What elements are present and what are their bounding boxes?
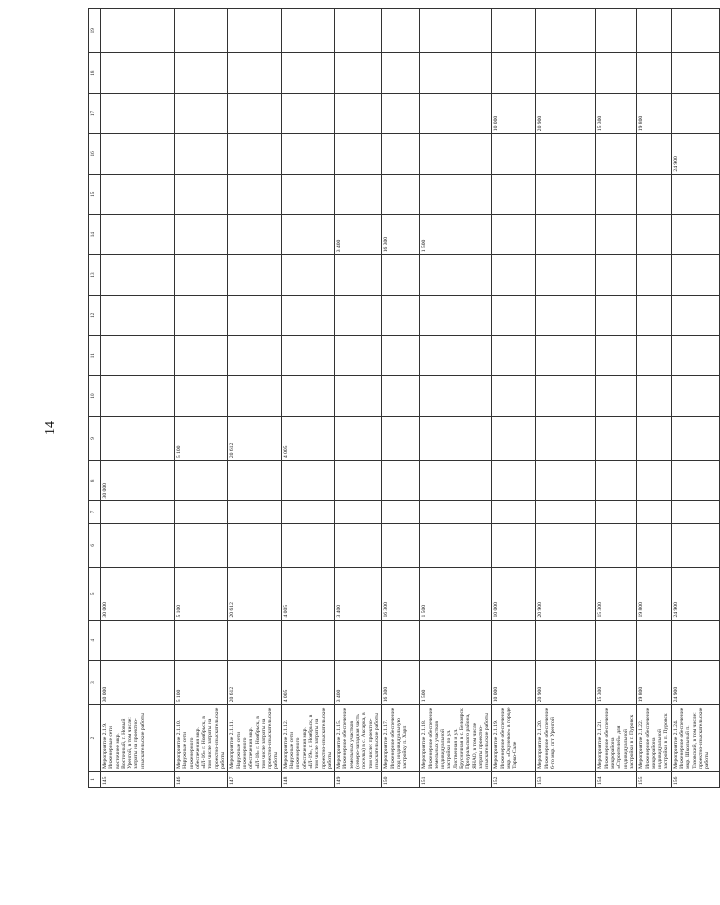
amount-cell — [228, 620, 281, 660]
amount-cell — [420, 376, 492, 416]
amount-cell: 15 300 — [596, 660, 637, 704]
amount-cell — [335, 134, 382, 174]
amount-cell — [101, 53, 175, 93]
amount-cell — [637, 620, 671, 660]
amount-cell: 15 300 — [596, 93, 637, 133]
header-cell: 14 — [89, 214, 101, 254]
amount-cell — [637, 376, 671, 416]
amount-cell: 20 612 — [228, 660, 281, 704]
amount-cell — [596, 336, 637, 376]
amount-cell — [637, 9, 671, 53]
amount-cell — [492, 620, 536, 660]
header-cell: 16 — [89, 134, 101, 174]
amount-cell: 24 900 — [671, 660, 719, 704]
amount-cell — [281, 93, 334, 133]
amount-cell — [536, 501, 596, 523]
amount-cell — [101, 93, 175, 133]
amount-cell — [420, 295, 492, 335]
amount-cell: 10 000 — [492, 568, 536, 620]
amount-cell — [281, 461, 334, 501]
header-cell: 1 — [89, 771, 101, 787]
amount-cell — [492, 376, 536, 416]
amount-cell — [101, 376, 175, 416]
header-cell: 3 — [89, 660, 101, 704]
amount-cell — [382, 295, 420, 335]
table-row — [281, 9, 334, 788]
amount-cell — [382, 336, 420, 376]
header-cell: 11 — [89, 336, 101, 376]
amount-cell — [101, 174, 175, 214]
activity-description-cell: Мероприятие 2.1.17. Инженерное обеспечение под индивидуальную застройку п. Харп — [382, 705, 420, 772]
table-row — [492, 9, 536, 788]
amount-cell — [536, 255, 596, 295]
row-number-cell: 149 — [335, 771, 382, 787]
activity-description-cell: Мероприятие 2.1.18. Инженерное обеспечение земельных участков индивидуальной застройки по ул. Лиственная и ул. Брусничная в с. Белоярск Приуральского района, ЯНАО, в том числе затраты проектно-изыскательские работы — [420, 705, 492, 772]
row-number-cell: 150 — [382, 771, 420, 787]
amount-cell — [335, 9, 382, 53]
amount-cell — [536, 9, 596, 53]
amount-cell — [101, 501, 175, 523]
row-number-cell: 151 — [420, 771, 492, 787]
amount-cell — [335, 620, 382, 660]
amount-cell: 20 900 — [536, 568, 596, 620]
amount-cell — [671, 523, 719, 567]
amount-cell — [228, 134, 281, 174]
table-row — [382, 9, 420, 788]
amount-cell — [335, 295, 382, 335]
header-cell: 10 — [89, 376, 101, 416]
amount-cell — [492, 134, 536, 174]
amount-cell — [228, 93, 281, 133]
amount-cell — [671, 461, 719, 501]
amount-cell: 30 000 — [101, 461, 175, 501]
amount-cell — [492, 523, 536, 567]
amount-cell — [671, 255, 719, 295]
amount-cell — [382, 134, 420, 174]
amount-cell — [420, 174, 492, 214]
amount-cell — [671, 9, 719, 53]
header-cell: 5 — [89, 568, 101, 620]
amount-cell — [596, 416, 637, 460]
amount-cell — [281, 376, 334, 416]
amount-cell — [637, 416, 671, 460]
amount-cell: 1 500 — [420, 214, 492, 254]
amount-cell — [492, 295, 536, 335]
activity-description-cell: Мероприятие 2.1.20. Инженерное обеспечение 6-го мкр. пгт Уренгой — [536, 705, 596, 772]
amount-cell — [101, 255, 175, 295]
amount-cell — [637, 255, 671, 295]
amount-cell — [637, 174, 671, 214]
header-cell: 17 — [89, 93, 101, 133]
amount-cell — [335, 336, 382, 376]
budget-table-sheet — [88, 8, 711, 788]
activity-description-cell: Мероприятие 2.1.15. Инженерное обеспечение земельных участков (северо-западная часть поселка) в с. Аксарка, в том числе: проектно-изыскательские работы — [335, 705, 382, 772]
amount-cell — [175, 134, 228, 174]
activity-description-cell: Мероприятие 2.1.10. Наружные сети инженерного обеспечения мкр. «IЛ-16» г. Ноябрьск, в том числе затраты на проектно-изыскательские работы — [175, 705, 228, 772]
amount-cell — [228, 376, 281, 416]
amount-cell — [536, 376, 596, 416]
amount-cell — [382, 376, 420, 416]
amount-cell — [671, 53, 719, 93]
amount-cell — [101, 336, 175, 376]
amount-cell — [671, 620, 719, 660]
amount-cell — [175, 255, 228, 295]
amount-cell — [536, 416, 596, 460]
amount-cell — [420, 134, 492, 174]
header-cell: 12 — [89, 295, 101, 335]
amount-cell: 1 500 — [420, 568, 492, 620]
amount-cell — [228, 214, 281, 254]
amount-cell: 19 800 — [637, 93, 671, 133]
activity-description-cell: Мероприятие 2.1.22. Инженерное обеспечение микрорайона индивидуальной застройки в п. Пуровск — [637, 705, 671, 772]
amount-cell — [228, 174, 281, 214]
amount-cell — [382, 523, 420, 567]
amount-cell — [281, 255, 334, 295]
amount-cell — [335, 501, 382, 523]
amount-cell: 20 900 — [536, 660, 596, 704]
header-cell: 8 — [89, 461, 101, 501]
row-number-cell: 147 — [228, 771, 281, 787]
amount-cell — [228, 461, 281, 501]
amount-cell — [175, 295, 228, 335]
amount-cell: 24 900 — [671, 134, 719, 174]
amount-cell — [101, 523, 175, 567]
amount-cell — [228, 255, 281, 295]
amount-cell — [175, 501, 228, 523]
header-cell: 2 — [89, 705, 101, 772]
amount-cell — [596, 255, 637, 295]
amount-cell — [281, 336, 334, 376]
amount-cell — [281, 134, 334, 174]
amount-cell — [420, 336, 492, 376]
amount-cell — [492, 416, 536, 460]
amount-cell — [671, 295, 719, 335]
amount-cell — [492, 461, 536, 501]
header-row — [89, 9, 101, 788]
amount-cell — [382, 501, 420, 523]
amount-cell: 3 400 — [335, 568, 382, 620]
amount-cell: 5 100 — [175, 660, 228, 704]
amount-cell — [335, 53, 382, 93]
amount-cell — [382, 9, 420, 53]
amount-cell — [596, 295, 637, 335]
amount-cell: 4 005 — [281, 416, 334, 460]
amount-cell — [335, 461, 382, 501]
header-cell: 6 — [89, 523, 101, 567]
amount-cell: 20 900 — [536, 93, 596, 133]
amount-cell — [175, 9, 228, 53]
amount-cell — [671, 376, 719, 416]
amount-cell — [671, 214, 719, 254]
amount-cell — [228, 336, 281, 376]
amount-cell — [671, 93, 719, 133]
amount-cell — [637, 523, 671, 567]
amount-cell — [420, 501, 492, 523]
amount-cell — [101, 134, 175, 174]
amount-cell — [596, 214, 637, 254]
amount-cell — [175, 93, 228, 133]
amount-cell — [420, 620, 492, 660]
amount-cell — [637, 295, 671, 335]
amount-cell — [492, 174, 536, 214]
amount-cell — [492, 336, 536, 376]
amount-cell — [335, 416, 382, 460]
amount-cell — [492, 255, 536, 295]
amount-cell: 10 000 — [492, 660, 536, 704]
amount-cell: 20 612 — [228, 568, 281, 620]
row-number-cell: 146 — [175, 771, 228, 787]
amount-cell — [671, 416, 719, 460]
amount-cell — [637, 461, 671, 501]
amount-cell: 16 300 — [382, 214, 420, 254]
amount-cell — [175, 53, 228, 93]
amount-cell — [596, 376, 637, 416]
amount-cell — [281, 523, 334, 567]
table-row — [101, 9, 175, 788]
amount-cell — [101, 9, 175, 53]
amount-cell — [335, 376, 382, 416]
header-cell: 7 — [89, 501, 101, 523]
amount-cell — [671, 174, 719, 214]
budget-table — [88, 8, 720, 788]
row-number-cell: 148 — [281, 771, 334, 787]
amount-cell — [596, 523, 637, 567]
header-cell: 9 — [89, 416, 101, 460]
amount-cell: 4 005 — [281, 660, 334, 704]
activity-description-cell: Мероприятие 2.1.21. Инженерное обеспечение микрорайона «Строителей» для индивидуальной застройки в г. Пуровск — [596, 705, 637, 772]
row-number-cell: 152 — [492, 771, 536, 787]
amount-cell — [596, 53, 637, 93]
table-row — [335, 9, 382, 788]
amount-cell — [382, 255, 420, 295]
amount-cell — [175, 214, 228, 254]
row-number-cell: 153 — [536, 771, 596, 787]
amount-cell — [420, 9, 492, 53]
amount-cell — [596, 501, 637, 523]
amount-cell: 30 000 — [101, 568, 175, 620]
activity-description-cell: Мероприятие 2.1.19. Инженерное обеспечение мкр. «Окуневое» в городе Тарко-Сале — [492, 705, 536, 772]
amount-cell — [536, 174, 596, 214]
amount-cell — [492, 214, 536, 254]
amount-cell — [335, 255, 382, 295]
amount-cell: 10 000 — [492, 93, 536, 133]
amount-cell — [637, 214, 671, 254]
amount-cell — [382, 620, 420, 660]
amount-cell — [420, 416, 492, 460]
amount-cell — [228, 53, 281, 93]
amount-cell — [281, 501, 334, 523]
amount-cell: 19 800 — [637, 660, 671, 704]
amount-cell — [536, 523, 596, 567]
amount-cell — [175, 376, 228, 416]
amount-cell: 5 100 — [175, 416, 228, 460]
table-row — [175, 9, 228, 788]
amount-cell: 3 400 — [335, 660, 382, 704]
amount-cell — [492, 53, 536, 93]
amount-cell — [596, 461, 637, 501]
amount-cell — [175, 620, 228, 660]
header-cell: 13 — [89, 255, 101, 295]
amount-cell: 3 400 — [335, 214, 382, 254]
row-number-cell: 155 — [637, 771, 671, 787]
amount-cell — [671, 501, 719, 523]
page-number: 14 — [43, 421, 58, 435]
row-number-cell: 145 — [101, 771, 175, 787]
amount-cell: 19 800 — [637, 568, 671, 620]
table-row — [536, 9, 596, 788]
amount-cell — [596, 174, 637, 214]
amount-cell — [281, 9, 334, 53]
amount-cell — [228, 295, 281, 335]
amount-cell — [420, 93, 492, 133]
amount-cell — [420, 523, 492, 567]
amount-cell — [101, 295, 175, 335]
amount-cell — [637, 501, 671, 523]
table-row — [596, 9, 637, 788]
amount-cell — [101, 416, 175, 460]
amount-cell — [596, 9, 637, 53]
amount-cell — [335, 523, 382, 567]
table-row — [671, 9, 719, 788]
header-cell: 15 — [89, 174, 101, 214]
amount-cell — [281, 53, 334, 93]
amount-cell — [637, 134, 671, 174]
activity-description-cell: Мероприятие 2.1.11. Наружные сети инженерного обеспечения мкр. «IЛ-18» г. Ноябрьск, в том числе затраты на проектно-изыскательские работы — [228, 705, 281, 772]
amount-cell — [175, 336, 228, 376]
amount-cell: 1 500 — [420, 660, 492, 704]
amount-cell — [420, 461, 492, 501]
amount-cell — [382, 461, 420, 501]
amount-cell — [536, 620, 596, 660]
amount-cell — [382, 416, 420, 460]
amount-cell — [175, 523, 228, 567]
table-row — [637, 9, 671, 788]
amount-cell — [596, 134, 637, 174]
header-cell: 4 — [89, 620, 101, 660]
amount-cell: 24 900 — [671, 568, 719, 620]
amount-cell: 5 100 — [175, 568, 228, 620]
amount-cell — [637, 53, 671, 93]
amount-cell — [536, 461, 596, 501]
amount-cell — [536, 134, 596, 174]
amount-cell — [335, 174, 382, 214]
amount-cell — [382, 53, 420, 93]
amount-cell — [420, 255, 492, 295]
amount-cell — [536, 214, 596, 254]
amount-cell — [536, 295, 596, 335]
amount-cell: 16 300 — [382, 660, 420, 704]
amount-cell — [281, 620, 334, 660]
header-cell: 18 — [89, 53, 101, 93]
amount-cell — [228, 9, 281, 53]
amount-cell — [536, 336, 596, 376]
activity-description-cell: Мероприятие 2.1.24. Инженерное обеспечение мкр. Школьный п. Тазовский, в том числе: проектно-изыскательские работы — [671, 705, 719, 772]
amount-cell — [420, 53, 492, 93]
table-row — [228, 9, 281, 788]
amount-cell — [492, 9, 536, 53]
amount-cell — [492, 501, 536, 523]
amount-cell — [228, 523, 281, 567]
amount-cell — [175, 461, 228, 501]
amount-cell — [281, 295, 334, 335]
amount-cell: 20 612 — [228, 416, 281, 460]
amount-cell: 16 300 — [382, 568, 420, 620]
amount-cell — [101, 214, 175, 254]
amount-cell — [536, 53, 596, 93]
amount-cell — [281, 174, 334, 214]
amount-cell — [335, 93, 382, 133]
amount-cell: 30 000 — [101, 660, 175, 704]
header-cell: 19 — [89, 9, 101, 53]
amount-cell — [382, 174, 420, 214]
row-number-cell: 156 — [671, 771, 719, 787]
amount-cell: 4 005 — [281, 568, 334, 620]
amount-cell: 15 300 — [596, 568, 637, 620]
amount-cell — [228, 501, 281, 523]
activity-description-cell: Мероприятие 2.1.12. Наружные сети инженерного обеспечения мкр. «IЛ-19», г. Ноябрьск, в том числе затраты на проектно-изыскательские работы — [281, 705, 334, 772]
amount-cell — [637, 336, 671, 376]
amount-cell — [175, 174, 228, 214]
amount-cell — [596, 620, 637, 660]
activity-description-cell: Мероприятие 2.1.9. Инженерные сети восточнее мкр. Восточный, г. Новый Уренгой, в том числе: затраты на проектно-изыскательские работы — [101, 705, 175, 772]
amount-cell — [281, 214, 334, 254]
amount-cell — [382, 93, 420, 133]
amount-cell — [101, 620, 175, 660]
row-number-cell: 154 — [596, 771, 637, 787]
amount-cell — [671, 336, 719, 376]
table-row — [420, 9, 492, 788]
